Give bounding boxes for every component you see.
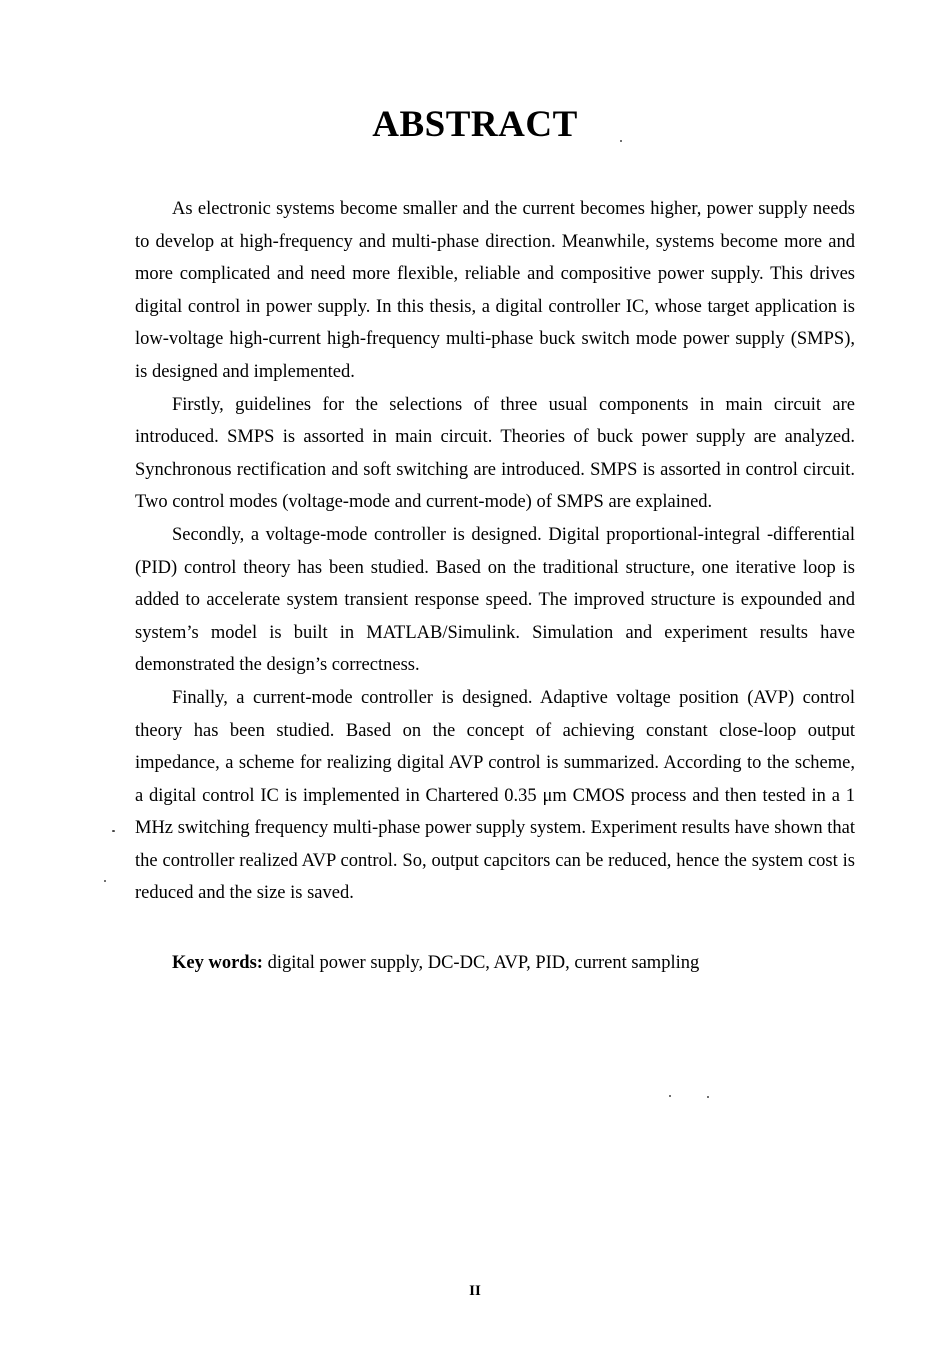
paragraph-2: Firstly, guidelines for the selections of three usual components in main circuit are introduced. SMPS is assorted in main circuit. Theories of buck power supply are analyzed. Synchronous rectification and soft switching are introduced. SMPS is assorted in control circuit. Two control modes (voltage-mode and current-mode) of SMPS are explained. [135, 394, 855, 513]
page-number: II [469, 1283, 481, 1299]
scan-speck [669, 1095, 671, 1097]
paragraph-4: Finally, a current-mode controller is designed. Adaptive voltage position (AVP) control theory has been studied. Based on the concept of achieving constant close-loop output impedance, a scheme for realizing digital AVP control is summarized. According to the scheme, a digital control IC is implemented in Chartered 0.35 μm CMOS process and then tested in a 1 MHz switching frequency multi-phase power supply system. Experiment results have shown that the controller realized AVP control. So, output capcitors can be reduced, hence the system cost is reduced and the size is saved. [135, 687, 855, 904]
abstract-body [135, 193, 855, 910]
keywords-text: digital power supply, DC-DC, AVP, PID, current sampling [267, 953, 700, 973]
scan-speck [104, 880, 106, 882]
scan-speck [707, 1096, 709, 1098]
scan-speck [112, 830, 115, 832]
page-title: ABSTRACT [372, 104, 578, 145]
keywords-line [172, 947, 699, 979]
keywords-label: Key words: [172, 953, 263, 973]
scan-speck [620, 140, 622, 142]
paragraph-3: Secondly, a voltage-mode controller is designed. Digital proportional-integral -differential (PID) control theory has been studied. Based on the traditional structure, one iterative loop is added to accelerate system transient response speed. The improved structure is expounded and system’s model is built in MATLAB/Simulink. Simulation and experiment results have demonstrated the design’s correctness. [135, 524, 855, 676]
paragraph-1: As electronic systems become smaller and the current becomes higher, power supply needs to develop at high-frequency and multi-phase direction. Meanwhile, systems become more and more complicated and need more flexible, reliable and compositive power supply. This drives digital control in power supply. In this thesis, a digital controller IC, whose target application is low-voltage high-current high-frequency multi-phase buck switch mode power supply (SMPS), is designed and implemented. [135, 199, 855, 382]
